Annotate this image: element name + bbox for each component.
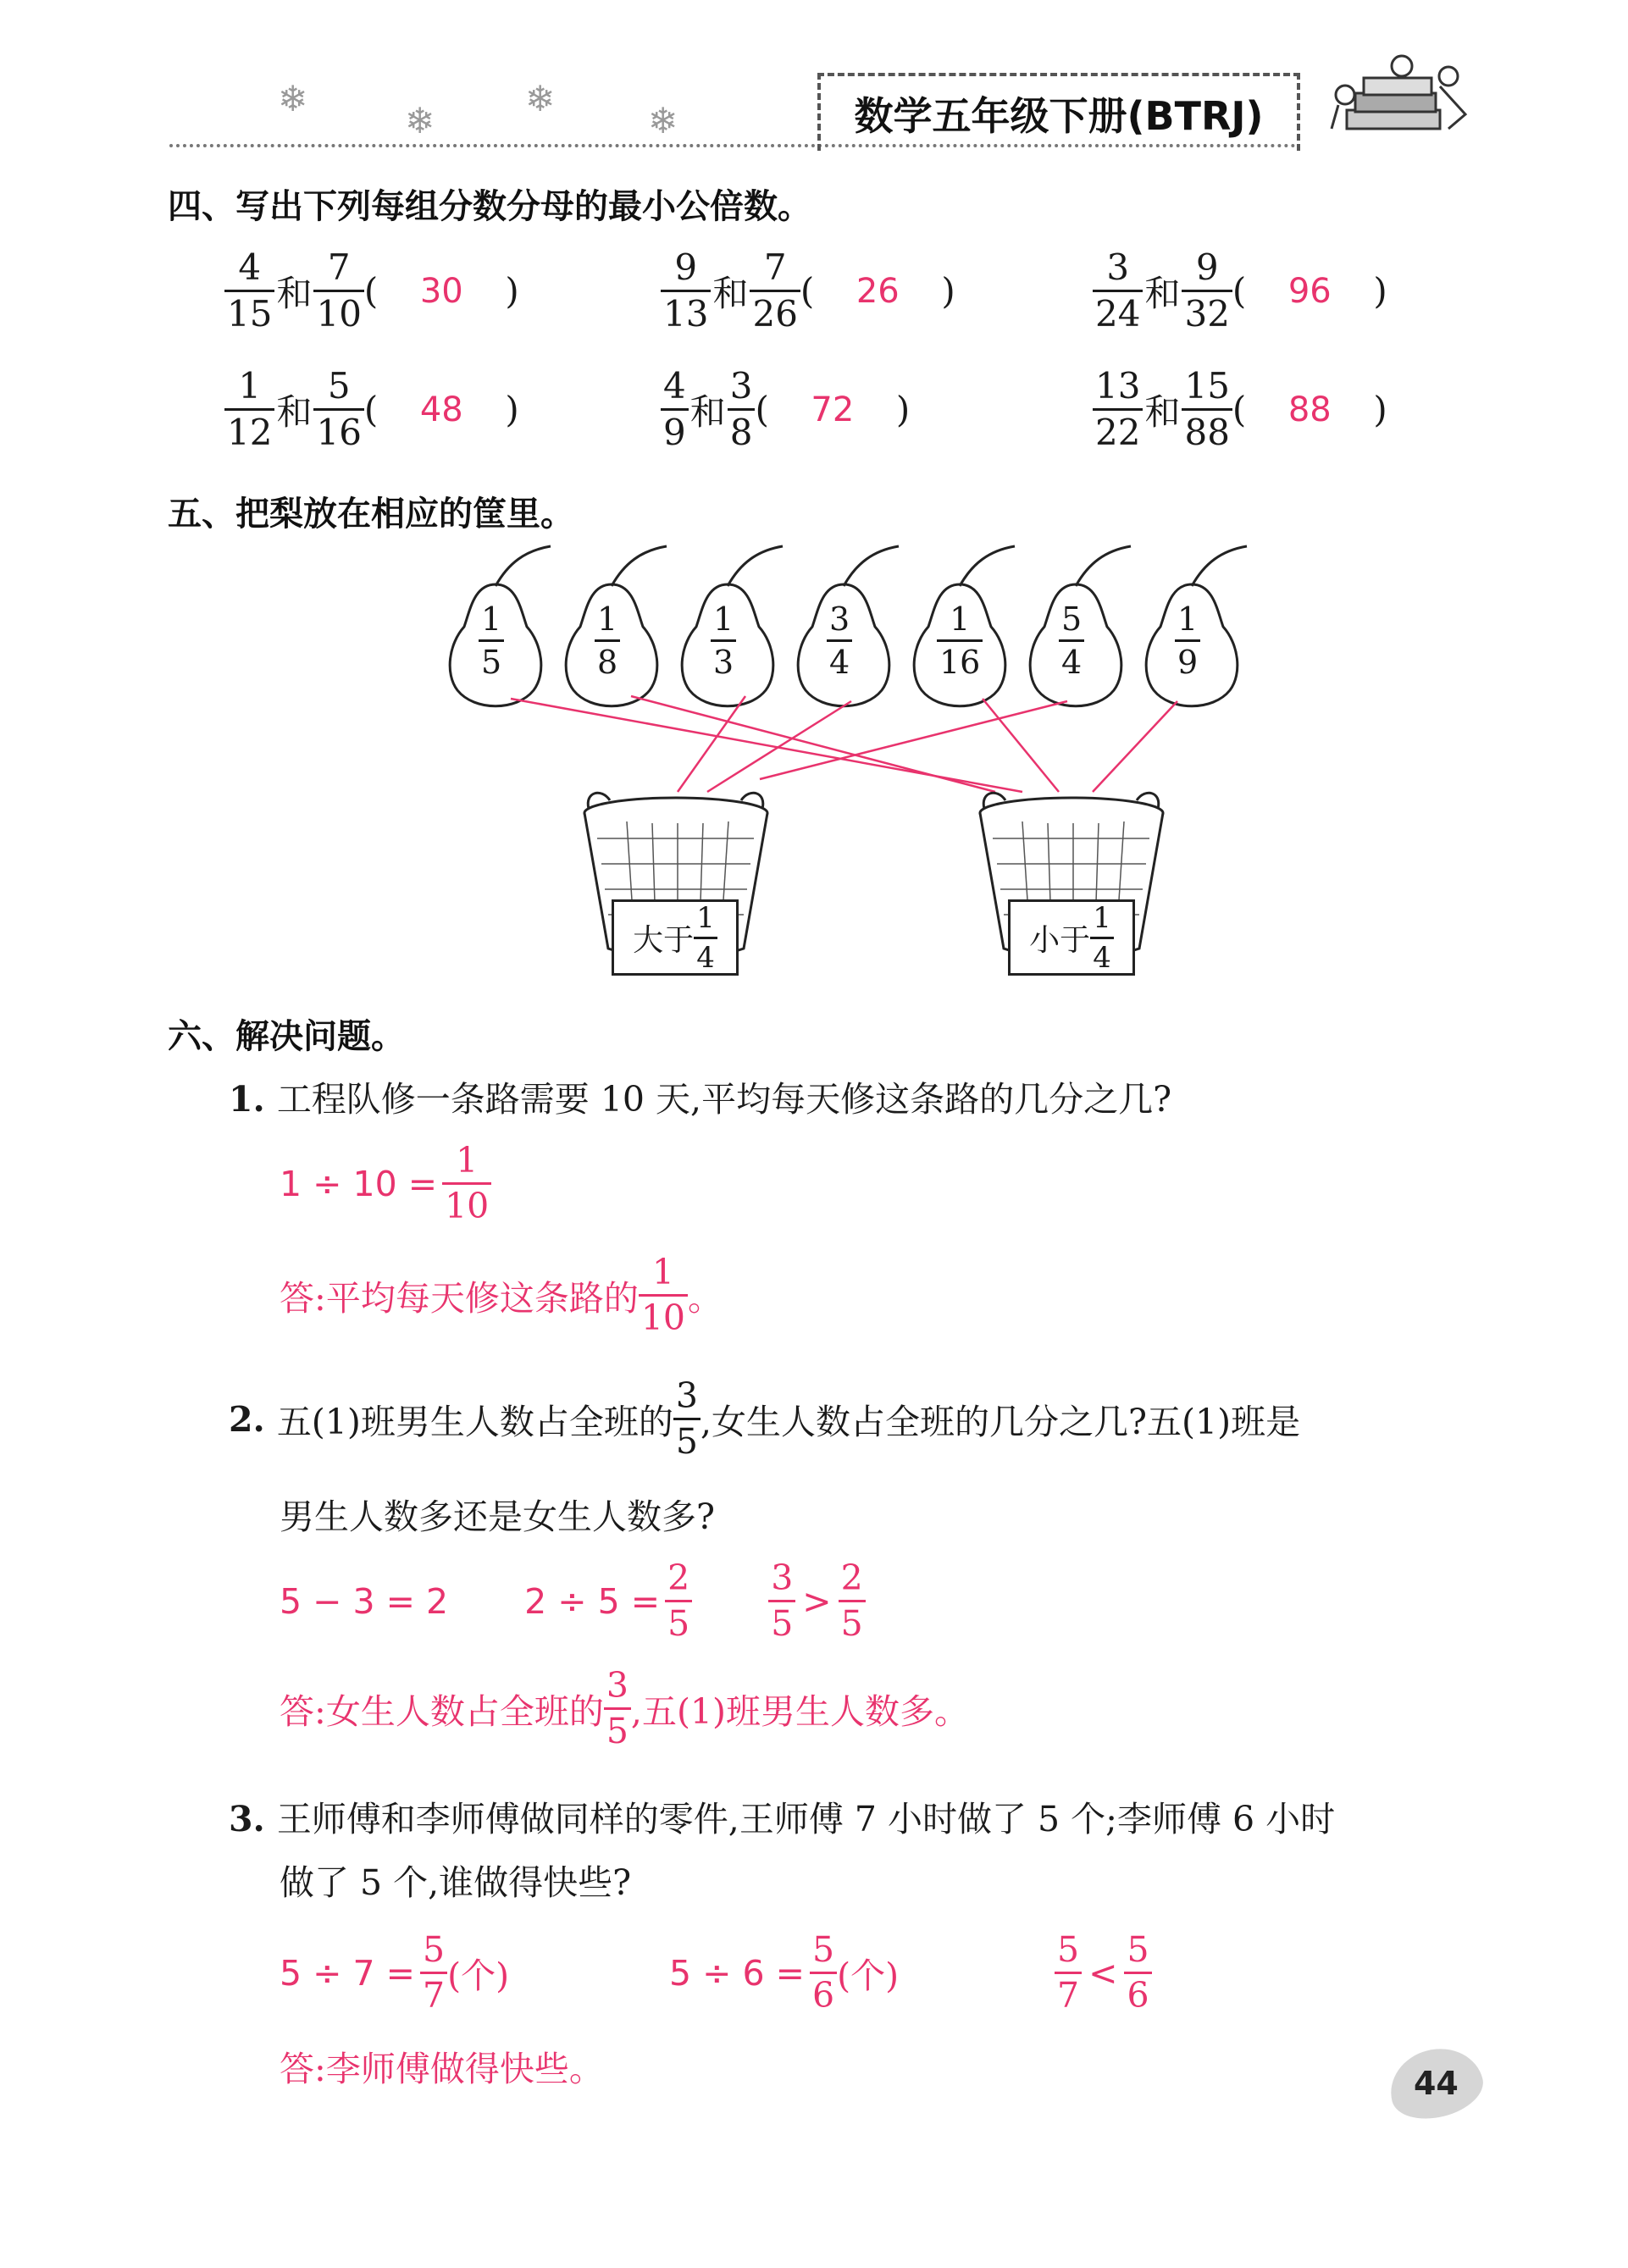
lcm-answer: 96 xyxy=(1287,271,1332,311)
pear-fraction: $\frac{1}{8}$ xyxy=(595,603,620,678)
pear-fraction: $\frac{1}{5}$ xyxy=(479,603,504,678)
basket-label-greater: 大于 $\frac{1}{4}$ xyxy=(612,899,739,976)
lcm-answer: 26 xyxy=(856,271,900,311)
pear-fraction: $\frac{1}{16}$ xyxy=(937,603,983,678)
snowflake-icon: ❄ xyxy=(278,78,308,119)
lcm-item: $\frac{1}{12}$ 和 $\frac{5}{16}$ ( 48 ) xyxy=(224,368,519,451)
question-3-line2: 做了 5 个,谁做得快些? xyxy=(280,1862,632,1903)
question-3: 3. 王师傅和李师傅做同样的零件,王师傅 7 小时做了 5 个;李师傅 6 小时 xyxy=(229,1799,1336,1839)
basket-label-less: 小于 $\frac{1}{4}$ xyxy=(1008,899,1135,976)
snowflake-icon: ❄ xyxy=(405,100,435,141)
question-2: 2. 五(1)班男生人数占全班的 $\frac{3}{5}$ ,女生人数占全班的几分之几?五(1)班是 xyxy=(229,1375,1301,1462)
lcm-item: $\frac{4}{15}$ 和 $\frac{7}{10}$ ( 30 ) xyxy=(224,250,519,332)
lcm-item: $\frac{13}{22}$ 和 $\frac{15}{88}$ ( 88 ) xyxy=(1093,368,1387,451)
lcm-answer: 48 xyxy=(419,390,463,429)
snowflake-icon: ❄ xyxy=(525,78,556,119)
lcm-answer: 88 xyxy=(1287,390,1332,429)
q1-answer: 答:平均每天修这条路的 $\frac{1}{10}$ 。 xyxy=(280,1252,723,1338)
q2-calculation: 5 − 3 = 2 2 ÷ 5 = $\frac{2}{5}$ $\frac{3}{5}$ > $\frac{2}{5}$ xyxy=(280,1561,866,1641)
pear-fraction: $\frac{3}{4}$ xyxy=(827,603,852,678)
snowflake-icon: ❄ xyxy=(648,100,678,141)
pear-fraction: $\frac{1}{9}$ xyxy=(1175,603,1200,678)
page-number: 44 xyxy=(1382,2039,1489,2127)
section5-title: 五、把梨放在相应的筐里。 xyxy=(168,495,574,534)
header-title: 数学五年级下册(BTRJ) xyxy=(817,73,1300,151)
section6-title: 六、解决问题。 xyxy=(168,1017,405,1056)
connector-line xyxy=(1093,701,1177,792)
connector-line xyxy=(631,696,995,792)
q3-calculation-1: 5 ÷ 7 = $\frac{5}{7}$ (个) xyxy=(280,1929,510,2016)
question-2-line2: 男生人数多还是女生人数多? xyxy=(280,1496,715,1537)
lcm-item: $\frac{3}{24}$ 和 $\frac{9}{32}$ ( 96 ) xyxy=(1093,250,1387,332)
lcm-item: $\frac{9}{13}$ 和 $\frac{7}{26}$ ( 26 ) xyxy=(661,250,955,332)
lcm-answer: 30 xyxy=(419,271,463,311)
pear-fraction: $\frac{1}{3}$ xyxy=(711,603,736,678)
q3-comparison: $\frac{5}{7}$ < $\frac{5}{6}$ xyxy=(1055,1933,1152,2013)
q2-answer: 答:女生人数占全班的 $\frac{3}{5}$ ,五(1)班男生人数多。 xyxy=(280,1665,970,1751)
q3-calculation-2: 5 ÷ 6 = $\frac{5}{6}$ (个) xyxy=(669,1929,900,2016)
question-1: 1. 工程队修一条路需要 10 天,平均每天修这条路的几分之几? xyxy=(229,1079,1172,1120)
q3-answer: 答:李师傅做得快些。 xyxy=(280,2049,604,2089)
q1-calculation: 1 ÷ 10 = $\frac{1}{10}$ xyxy=(280,1143,491,1224)
section4-title: 四、写出下列每组分数分母的最小公倍数。 xyxy=(168,187,811,226)
lcm-answer: 72 xyxy=(811,390,855,429)
lcm-item: $\frac{4}{9}$ 和 $\frac{3}{8}$ ( 72 ) xyxy=(661,368,910,451)
pear-fraction: $\frac{5}{4}$ xyxy=(1059,603,1084,678)
connector-line xyxy=(760,701,1067,779)
connector-line xyxy=(707,701,851,792)
pear-basket-diagram xyxy=(0,0,1628,1016)
